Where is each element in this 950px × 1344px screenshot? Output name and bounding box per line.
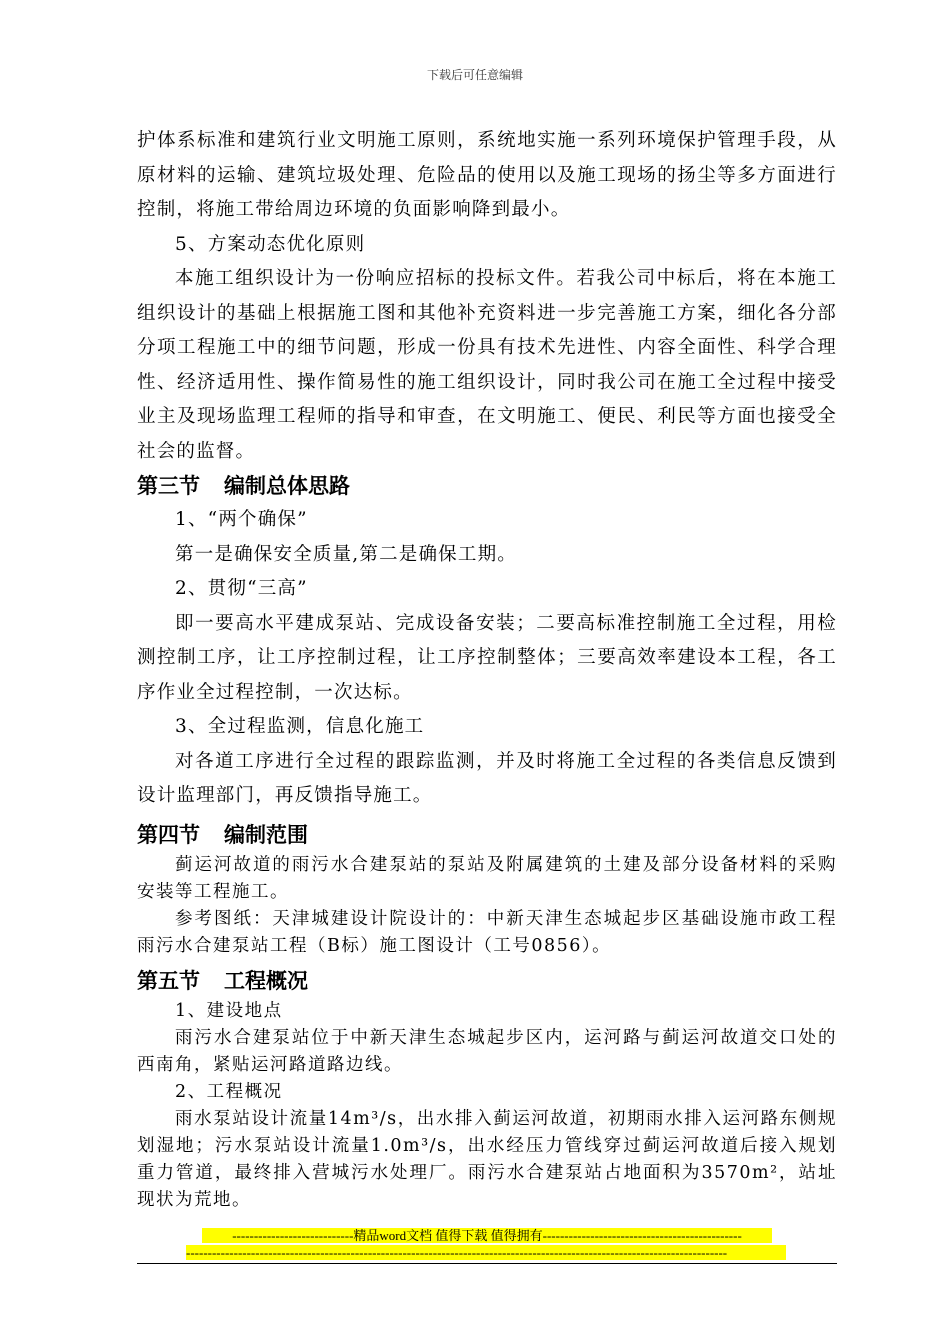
paragraph: 即一要高水平建成泵站、完成设备安装；二要高标准控制施工全过程，用检测控制工序，让工序控制过程，让工序控制整体；三要高效率建设本工程，各工序作业全过程控制，一次达标。 — [137, 612, 837, 703]
intro-block — [137, 124, 837, 469]
paragraph: 蓟运河故道的雨污水合建泵站的泵站及附属建筑的土建及部分设备材料的采购安装等工程施工。 — [137, 854, 837, 902]
paragraph: 参考图纸：天津城建设计院设计的：中新天津生态城起步区基础设施市政工程雨污水合建泵站工程（B标）施工图设计（工号0856）。 — [137, 908, 837, 956]
section-heading: 第四节 编制范围 — [137, 822, 308, 847]
section-heading: 第三节 编制总体思路 — [137, 474, 350, 498]
document-body — [137, 124, 837, 1214]
paragraph: 本施工组织设计为一份响应招标的投标文件。若我公司中标后，将在本施工组织设计的基础上根据施工图和其他补充资料进一步完善施工方案，细化各分部分项工程施工中的细节问题，形成一份具有技术先进性、内容全面性、科学合理性、经济适用性、操作简易性的施工组织设计，同时我公司在施工全过程中接受业主及现场监理工程师的指导和审查，在文明施工、便民、利民等方面也接受全社会的监督。 — [137, 268, 837, 462]
paragraph: 2、贯彻“三高” — [175, 578, 308, 599]
footer-dash-line: ----------------------------------------------------------------------------------------------------------------------------- — [186, 1245, 786, 1260]
paragraph: 护体系标准和建筑行业文明施工原则，系统地实施一系列环境保护管理手段，从原材料的运输、建筑垃圾处理、危险品的使用以及施工现场的扬尘等多方面进行控制，将施工带给周边环境的负面影响降到最小。 — [137, 130, 837, 220]
footer-banner-line: ----------------------------精品word文档 值得下载 值得拥有---------------------------------------------- — [202, 1228, 772, 1243]
section-5 — [137, 964, 837, 1214]
paragraph: 1、建设地点 — [175, 1000, 283, 1021]
paragraph: 第一是确保安全质量,第二是确保工期。 — [175, 543, 517, 565]
page-header: 下载后可任意编辑 — [426, 68, 523, 82]
paragraph: 2、工程概况 — [175, 1081, 283, 1102]
paragraph: 雨水泵站设计流量14m³/s，出水排入蓟运河故道，初期雨水排入运河路东侧规划湿地；污水泵站设计流量1.0m³/s，出水经压力管线穿过蓟运河故道后接入规划重力管道，最终排入营城污水处理厂。雨污水合建泵站占地面积为3570m²，站址现状为荒地。 — [137, 1108, 837, 1210]
section-4 — [137, 818, 837, 960]
section-heading: 第五节 工程概况 — [137, 968, 308, 993]
footer-rule — [137, 1263, 837, 1264]
paragraph: 5、方案动态优化原则 — [175, 233, 366, 255]
paragraph: 3、全过程监测，信息化施工 — [175, 716, 425, 737]
paragraph: 对各道工序进行全过程的跟踪监测，并及时将施工全过程的各类信息反馈到设计监理部门，再反馈指导施工。 — [137, 750, 837, 806]
paragraph: 雨污水合建泵站位于中新天津生态城起步区内，运河路与蓟运河故道交口处的西南角，紧贴运河路道路边线。 — [137, 1027, 837, 1075]
paragraph: 1、“两个确保” — [175, 509, 308, 530]
section-3 — [137, 469, 837, 814]
